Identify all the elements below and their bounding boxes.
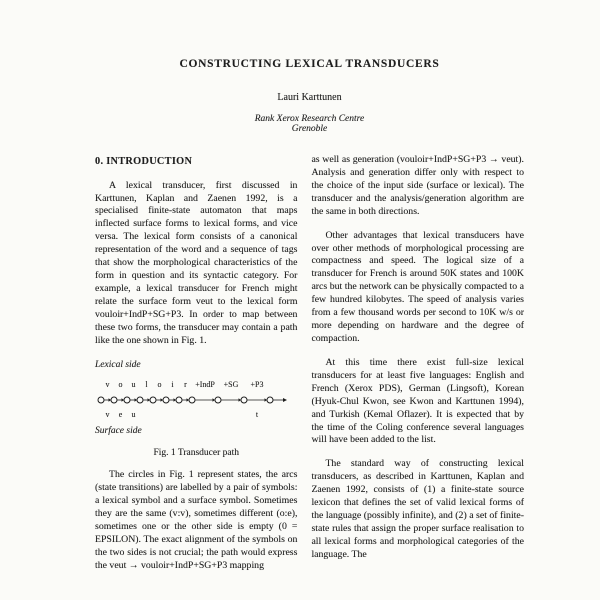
construction-paragraph: The standard way of constructing lexical transducers, as described in Karttunen, Kaplan and Zaenen 1992, consists of (1) a finite-state source lexicon that defines the set of valid lexical forms of the language (possibly infinite), and (2) a set of finite-state rules that assign the proper surface realisation to all lexical forms and morphological categories of the language. The bbox=[311, 458, 524, 560]
transducer-path-diagram bbox=[95, 374, 290, 422]
svg-text:l: l bbox=[145, 380, 148, 390]
intro-paragraph: A lexical transducer, first discussed in Karttunen, Kaplan and Zaenen 1992, is a specialised finite-state automaton that maps inflected surface forms to lexical forms, and vice versa. The lexical form consists of a canonical representation of the word and a sequence of tags that show the morphological characteristics of the form in question and its syntactic category. For example, a lexical transducer for French might relate the surface form veut to the lexical form vouloir+IndP+SG+P3. In order to map between these two forms, the transducer may contain a path like the one shown in Fig. 1. bbox=[95, 179, 298, 346]
svg-text:o: o bbox=[157, 380, 162, 390]
svg-text:u: u bbox=[131, 410, 136, 420]
languages-paragraph: At this time there exist full-size lexical transducers for at least five languages: English and French (Xerox PDS), German (Lingsoft), Korean (Hyuk-Chul Kwon, see Kwon and Karttunen 1994), and Turkish (Kemal Oflazer). It is expected that by the time of the Coling conference several languages will have been added to the list. bbox=[311, 356, 524, 446]
svg-text:o: o bbox=[118, 380, 123, 390]
surface-side-label: Surface side bbox=[95, 426, 142, 437]
states-paragraph: The circles in Fig. 1 represent states, the arcs (state transitions) are labelled by a pair of symbols: a lexical symbol and a surface symbol. Sometimes they are the same (v:v), sometimes different (o:e), sometimes one or the other side is empty (0 = EPSILON). The exact alignment of the symbols on the two sides is not crucial; the path would express the veut → vouloir+IndP+SG+P3 mapping bbox=[95, 469, 298, 571]
paper-author: Lauri Karttunen bbox=[277, 92, 342, 103]
left-column bbox=[95, 154, 297, 584]
generation-paragraph: as well as generation (vouloir+IndP+SG+P3 → veut). Analysis and generation differ only with respect to the choice of the input side (surface or lexical). The transducer and the analysis/generation algorithm are the same in both directions. bbox=[311, 154, 524, 217]
svg-text:v: v bbox=[105, 380, 110, 390]
two-column-body bbox=[95, 154, 524, 584]
svg-text:+IndP: +IndP bbox=[195, 380, 215, 390]
svg-text:v: v bbox=[105, 410, 110, 420]
section-heading: 0. INTRODUCTION bbox=[95, 156, 193, 167]
svg-text:t: t bbox=[255, 410, 259, 420]
svg-text:e: e bbox=[118, 410, 123, 420]
paper-affiliation-city: Grenoble bbox=[291, 124, 328, 134]
svg-text:+SG: +SG bbox=[223, 380, 239, 390]
svg-text:i: i bbox=[171, 380, 174, 390]
advantages-paragraph: Other advantages that lexical transducers have over other methods of morphological processing are compactness and speed. The logical size of a transducer for French is around 50K states and 100K arcs but the network can be physically compacted to a few hundred kilobytes. The speed of analysis varies from a few thousand words per second to 10K w/s or more depending on hardware and the degree of compaction. bbox=[311, 229, 524, 344]
svg-text:r: r bbox=[184, 380, 187, 390]
lexical-side-label: Lexical side bbox=[95, 359, 141, 370]
svg-text:u: u bbox=[131, 380, 136, 390]
right-column bbox=[311, 154, 524, 584]
paper-header bbox=[95, 58, 524, 134]
paper-affiliation: Rank Xerox Research Centre bbox=[254, 114, 365, 124]
svg-text:+P3: +P3 bbox=[250, 380, 264, 390]
paper-title: CONSTRUCTING LEXICAL TRANSDUCERS bbox=[179, 58, 440, 70]
figure-1 bbox=[95, 359, 297, 460]
figure-caption: Fig. 1 Transducer path bbox=[153, 447, 239, 458]
